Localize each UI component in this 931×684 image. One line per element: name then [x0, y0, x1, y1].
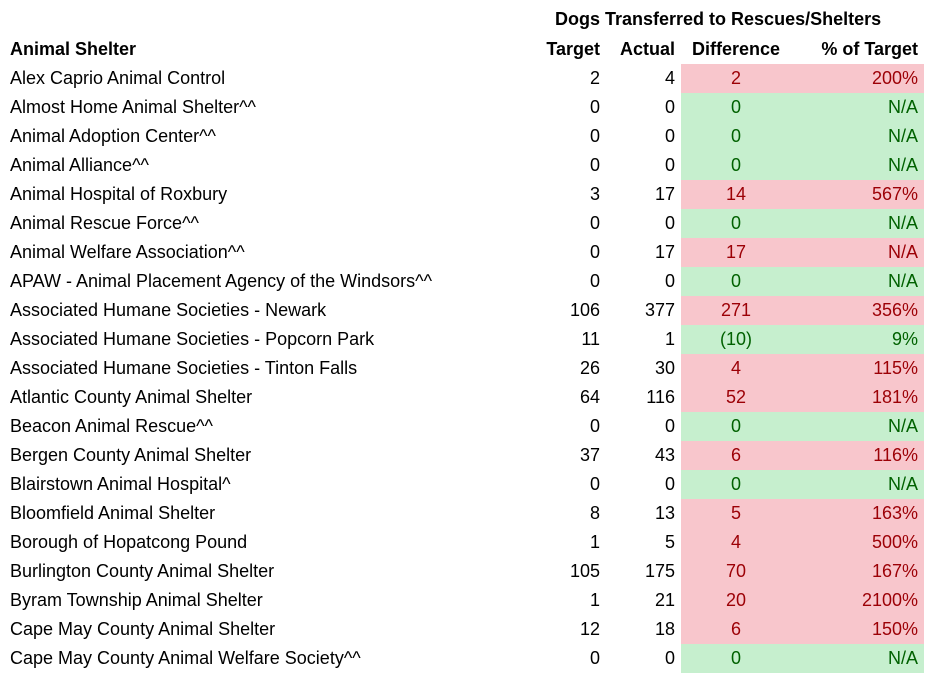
cell-target[interactable]: 3	[589, 184, 600, 204]
cell-target[interactable]: 0	[589, 242, 600, 262]
table-row	[4, 470, 924, 499]
cell-target[interactable]: 0	[589, 474, 600, 494]
cell-shelter-name[interactable]: Bloomfield Animal Shelter	[10, 503, 216, 523]
cell-difference[interactable]: 6	[681, 615, 791, 644]
cell-pct-of-target[interactable]: 181%	[791, 383, 924, 412]
cell-difference[interactable]: 0	[681, 470, 791, 499]
cell-pct-of-target[interactable]: N/A	[791, 267, 924, 296]
cell-shelter-name[interactable]: Beacon Animal Rescue^^	[10, 416, 214, 436]
cell-shelter-name[interactable]: Cape May County Animal Welfare Society^^	[10, 648, 361, 668]
cell-target[interactable]: 26	[579, 358, 600, 378]
table-row	[4, 412, 924, 441]
table-row	[4, 644, 924, 673]
cell-shelter-name[interactable]: Animal Alliance^^	[10, 155, 149, 175]
cell-target[interactable]: 0	[589, 155, 600, 175]
cell-actual[interactable]: 116	[646, 387, 675, 407]
table-row	[4, 93, 924, 122]
cell-actual[interactable]: 4	[664, 68, 675, 88]
cell-actual[interactable]: 5	[664, 532, 675, 552]
cell-difference[interactable]: 70	[681, 557, 791, 586]
cell-actual[interactable]: 175	[644, 561, 675, 581]
cell-difference[interactable]: 0	[681, 412, 791, 441]
cell-actual[interactable]: 1	[664, 329, 675, 349]
cell-pct-of-target[interactable]: 567%	[791, 180, 924, 209]
header-target[interactable]: Target	[546, 39, 600, 59]
header-row	[4, 35, 924, 64]
cell-difference[interactable]: 2	[681, 64, 791, 93]
cell-shelter-name[interactable]: Byram Township Animal Shelter	[10, 590, 263, 610]
cell-pct-of-target[interactable]: N/A	[791, 644, 924, 673]
cell-difference[interactable]: 271	[681, 296, 791, 325]
cell-shelter-name[interactable]: Animal Hospital of Roxbury	[10, 184, 228, 204]
cell-actual[interactable]: 0	[664, 126, 675, 146]
cell-pct-of-target[interactable]: 9%	[791, 325, 924, 354]
cell-actual[interactable]: 0	[664, 213, 675, 233]
cell-shelter-name[interactable]: APAW - Animal Placement Agency of the Windsors^^	[10, 271, 433, 291]
cell-pct-of-target[interactable]: 200%	[791, 64, 924, 93]
cell-pct-of-target[interactable]: 356%	[791, 296, 924, 325]
cell-target[interactable]: 12	[579, 619, 600, 639]
cell-pct-of-target[interactable]: N/A	[791, 412, 924, 441]
cell-pct-of-target[interactable]: 167%	[791, 557, 924, 586]
cell-target[interactable]: 37	[579, 445, 600, 465]
cell-shelter-name[interactable]: Bergen County Animal Shelter	[10, 445, 252, 465]
cell-target[interactable]: 105	[569, 561, 600, 581]
cell-pct-of-target[interactable]: 116%	[791, 441, 924, 470]
table-row	[4, 354, 924, 383]
header-pct-of-target[interactable]: % of Target	[821, 39, 918, 59]
table-row	[4, 499, 924, 528]
cell-target[interactable]: 64	[579, 387, 600, 407]
cell-actual[interactable]: 0	[664, 155, 675, 175]
cell-shelter-name[interactable]: Animal Adoption Center^^	[10, 126, 217, 146]
cell-difference[interactable]: 6	[681, 441, 791, 470]
table-row	[4, 64, 924, 93]
cell-actual[interactable]: 43	[654, 445, 675, 465]
cell-pct-of-target[interactable]: N/A	[791, 209, 924, 238]
cell-target[interactable]: 0	[589, 97, 600, 117]
cell-actual[interactable]: 0	[664, 648, 675, 668]
cell-difference[interactable]: 17	[681, 238, 791, 267]
table-body	[4, 64, 924, 673]
cell-actual[interactable]: 0	[664, 416, 675, 436]
cell-shelter-name[interactable]: Associated Humane Societies - Newark	[10, 300, 327, 320]
cell-pct-of-target[interactable]: 2100%	[791, 586, 924, 615]
cell-difference[interactable]: 0	[681, 122, 791, 151]
cell-actual[interactable]: 17	[654, 184, 675, 204]
cell-target[interactable]: 0	[589, 648, 600, 668]
group-title: Dogs Transferred to Rescues/Shelters	[555, 9, 882, 29]
table-row	[4, 238, 924, 267]
cell-pct-of-target[interactable]: N/A	[791, 470, 924, 499]
cell-pct-of-target[interactable]: 500%	[791, 528, 924, 557]
cell-pct-of-target[interactable]: N/A	[791, 238, 924, 267]
cell-shelter-name[interactable]: Associated Humane Societies - Popcorn Park	[10, 329, 375, 349]
cell-difference[interactable]: 0	[681, 209, 791, 238]
table-row	[4, 557, 924, 586]
table-row	[4, 267, 924, 296]
cell-target[interactable]: 1	[589, 532, 600, 552]
table-row	[4, 209, 924, 238]
cell-shelter-name[interactable]: Alex Caprio Animal Control	[10, 68, 226, 88]
table-row	[4, 296, 924, 325]
cell-difference[interactable]: 52	[681, 383, 791, 412]
cell-difference[interactable]: 5	[681, 499, 791, 528]
cell-shelter-name[interactable]: Burlington County Animal Shelter	[10, 561, 275, 581]
cell-pct-of-target[interactable]: 163%	[791, 499, 924, 528]
cell-actual[interactable]: 377	[644, 300, 675, 320]
cell-difference[interactable]: 0	[681, 267, 791, 296]
table-row	[4, 586, 924, 615]
cell-actual[interactable]: 13	[654, 503, 675, 523]
cell-difference[interactable]: (10)	[681, 325, 791, 354]
cell-shelter-name[interactable]: Associated Humane Societies - Tinton Falls	[10, 358, 358, 378]
cell-shelter-name[interactable]: Borough of Hopatcong Pound	[10, 532, 248, 552]
table-row	[4, 615, 924, 644]
cell-target[interactable]: 0	[589, 416, 600, 436]
cell-shelter-name[interactable]: Cape May County Animal Shelter	[10, 619, 276, 639]
cell-shelter-name[interactable]: Almost Home Animal Shelter^^	[10, 97, 256, 117]
cell-target[interactable]: 1	[589, 590, 600, 610]
cell-shelter-name[interactable]: Atlantic County Animal Shelter	[10, 387, 253, 407]
cell-shelter-name[interactable]: Blairstown Animal Hospital^	[10, 474, 231, 494]
cell-actual[interactable]: 30	[654, 358, 675, 378]
cell-target[interactable]: 8	[589, 503, 600, 523]
cell-difference[interactable]: 0	[681, 93, 791, 122]
table-row	[4, 325, 924, 354]
cell-actual[interactable]: 18	[654, 619, 675, 639]
cell-pct-of-target[interactable]: N/A	[791, 93, 924, 122]
header-actual[interactable]: Actual	[619, 39, 675, 59]
cell-shelter-name[interactable]: Animal Rescue Force^^	[10, 213, 199, 233]
cell-target[interactable]: 0	[589, 126, 600, 146]
header-animal-shelter[interactable]: Animal Shelter	[10, 39, 137, 59]
cell-actual[interactable]: 0	[664, 474, 675, 494]
cell-difference[interactable]: 14	[681, 180, 791, 209]
cell-pct-of-target[interactable]: 115%	[791, 354, 924, 383]
cell-target[interactable]: 11	[581, 329, 600, 349]
table-row	[4, 441, 924, 470]
shelter-table	[4, 35, 924, 673]
cell-shelter-name[interactable]: Animal Welfare Association^^	[10, 242, 245, 262]
cell-pct-of-target[interactable]: 150%	[791, 615, 924, 644]
cell-difference[interactable]: 4	[681, 354, 791, 383]
cell-pct-of-target[interactable]: N/A	[791, 122, 924, 151]
table-row	[4, 180, 924, 209]
cell-actual[interactable]: 21	[654, 590, 675, 610]
cell-target[interactable]: 2	[589, 68, 600, 88]
cell-pct-of-target[interactable]: N/A	[791, 151, 924, 180]
table-row	[4, 122, 924, 151]
cell-difference[interactable]: 0	[681, 644, 791, 673]
table-row	[4, 383, 924, 412]
cell-target[interactable]: 0	[589, 271, 600, 291]
cell-target[interactable]: 106	[569, 300, 600, 320]
cell-actual[interactable]: 17	[654, 242, 675, 262]
cell-difference[interactable]: 20	[681, 586, 791, 615]
header-difference[interactable]: Difference	[691, 39, 781, 59]
cell-actual[interactable]: 0	[664, 271, 675, 291]
cell-actual[interactable]: 0	[664, 97, 675, 117]
cell-difference[interactable]: 4	[681, 528, 791, 557]
table-row	[4, 151, 924, 180]
cell-target[interactable]: 0	[589, 213, 600, 233]
table-row	[4, 528, 924, 557]
cell-difference[interactable]: 0	[681, 151, 791, 180]
